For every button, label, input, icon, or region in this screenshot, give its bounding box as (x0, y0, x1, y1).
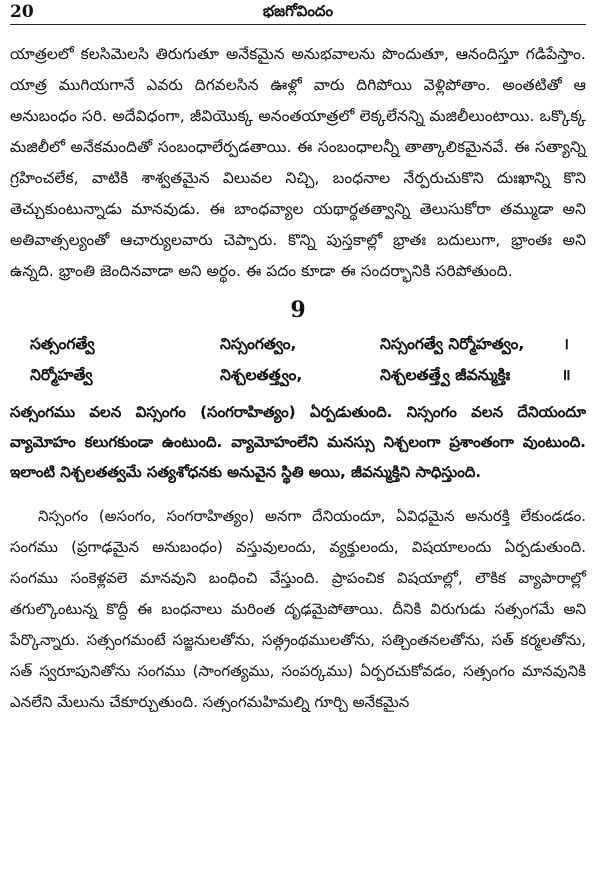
verse-word: నిర్మోహత్వే (30, 366, 93, 384)
section-number: 9 (290, 297, 306, 323)
verse-word: నిశ్చలతత్త్వే జీవన్ముక్తిః (380, 366, 511, 384)
verse-meaning: సత్సంగము వలన విస్సంగం (సంగరాహిత్యం) ఏర్పడుతుంది. నిస్సంగం వలన దేనియందూ వ్యామోహం కలుగకుండా ఉంటుంది. వ్యామోహంలేని మనస్సు నిశ్చలంగా ప్రశాంతంగా వుంటుంది. ఇలాంటి నిశ్చలతత్వమే సత్యశోధనకు అనువైన స్థితి అయి, జీవన్ముక్తిని సాధిస్తుంది. (10, 403, 586, 481)
sanskrit-verse (10, 329, 586, 391)
verse-word: సత్సంగత్వే (30, 335, 95, 353)
verse-word: నిశ్చలతత్త్వం, (220, 366, 303, 384)
verse-double-danda: ॥ (561, 366, 571, 384)
verse-word: నిస్సంగత్వే నిర్మోహత్వం, (380, 335, 525, 353)
verse-danda: । (563, 335, 569, 353)
intro-paragraph: యాత్రలలో కలసిమెలసి తిరుగుతూ అనేకమైన అనుభవాలను పొందుతూ, ఆనందిస్తూ గడిపేస్తాం. యాత్ర ముగియగానే ఎవరు దిగవలసిన ఊళ్లో వారు దిగిపోయి వెళ్లిపోతాం. అంతటితో ఆ అనుబంధం సరి. అదేవిధంగా, జీవియొక్క అనంతయాత్రలో లెక్కలేనన్ని మజిలీలుంటాయి. ఒక్కొక్క మజిలీలో అనేకమందితో సంబంధాలేర్పడతాయి. ఈ సంబంధాలన్నీ తాత్కాలికమైనవే. ఈ సత్యాన్ని గ్రహించలేక, వాటికి శాశ్వతమైన విలువల నిచ్చి, బంధనాల నేర్పరుచుకొని దుఃఖాన్ని కొని తెచ్చుకుంటున్నాడు మానవుడు. ఈ బాంధవ్యాల యథార్థతత్వాన్ని తెలుసుకోరా తమ్ముడా అని అతివాత్సల్యంతో ఆచార్యులవారు చెప్పారు. కొన్ని పుస్తకాల్లో భ్రాతః బదులుగా, భ్రాంతః అని ఉన్నది. భ్రాంతి జెందినవాడా అని అర్థం. ఈ పదం కూడా ఈ సందర్భానికి సరిపోతుంది. (10, 45, 586, 280)
verse-line-1 (10, 329, 586, 360)
page-header (10, 0, 586, 25)
page-number: 20 (10, 2, 34, 22)
running-title: భజగోవిందం (262, 2, 334, 20)
commentary-paragraph: నిస్సంగం (అసంగం, సంగరాహిత్యం) అనగా దేనియందూ, ఏవిధమైన అనురక్తి లేకుండడం. సంగము (ప్రగాఢమైన అనుబంధం) వస్తువులందు, వ్యక్తులందు, విషయాలందు ఏర్పడుతుంది. సంగము సంకెళ్లవలె మానవుని బంధించి వేస్తుంది. ప్రాపంచిక విషయాల్లో, లౌకిక వ్యాపారాల్లో తగుల్కొంటున్న కొద్దీ ఈ బంధనాలు మరింత దృఢమైపోతాయి. దీనికి విరుగుడు సత్సంగమే అని పేర్కొన్నారు. సత్సంగమంటే సజ్జనులతోను, సత్గ్రంథములతోను, సత్చింతనలతోను, సత్ కర్మలతోను, సత్ స్వరూపునితోను సంగము (సాంగత్యము, సంపర్కము) ఏర్పరచుకోవడం, సత్సంగం మానవునికి ఎనలేని మేలును చేకూర్చుతుంది. సత్సంగమహిమల్ని గూర్చి అనేకమైన (10, 507, 586, 711)
verse-word: నిస్సంగత్వం, (220, 335, 297, 353)
verse-line-2 (10, 360, 586, 391)
